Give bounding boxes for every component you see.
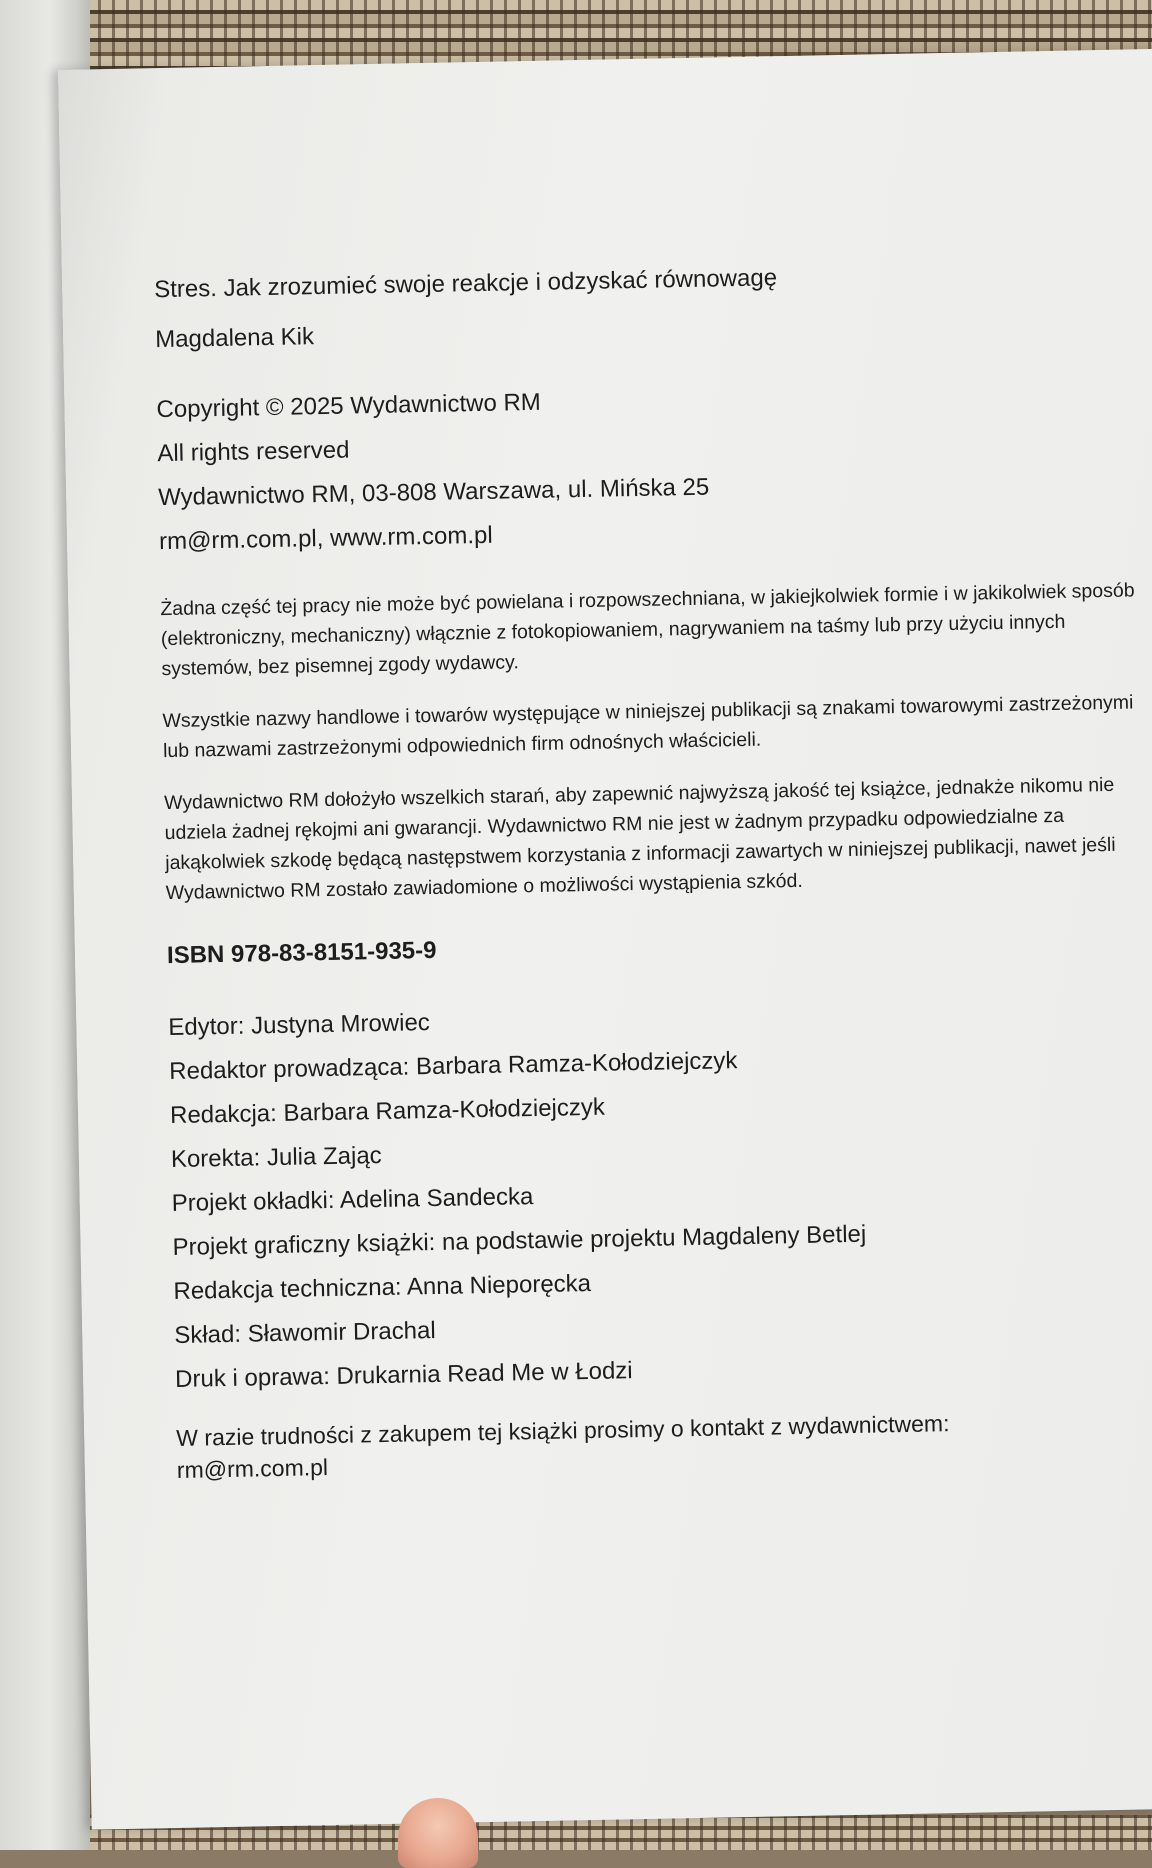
book-page (58, 49, 1152, 1830)
publisher-address: Wydawnictwo RM, 03-808 Warszawa, ul. Mińska 25 (157, 473, 710, 512)
credit-line: Redaktor prowadząca: Barbara Ramza-Kołodziejczyk (168, 1047, 738, 1086)
credit-line: Projekt graficzny książki: na podstawie projektu Magdaleny Betlej (172, 1220, 867, 1262)
credit-line: Redakcja: Barbara Ramza-Kołodziejczyk (169, 1093, 606, 1130)
purchase-contact-text: W razie trudności z zakupem tej książki prosimy o kontakt z wydawnictwem: (176, 1410, 950, 1451)
legal-paragraph-reproduction: Żadna część tej pracy nie może być powielana i rozpowszechniana, w jakiejkolwiek formie i w jakikolwiek sposób (elektroniczny, mechaniczny) włącznie z fotokopiowaniem, nagrywaniem na taśmy lub przy użyciu innych systemów, bez pisemnej zgody wydawcy. (160, 579, 1135, 681)
credit-line: Redakcja techniczna: Anna Nieporęcka (173, 1269, 592, 1306)
publisher-contacts: rm@rm.com.pl, www.rm.com.pl (158, 521, 493, 556)
credit-line: Druk i oprawa: Drukarnia Read Me w Łodzi (174, 1357, 633, 1393)
thumb (398, 1798, 478, 1868)
copyright-page-content (154, 259, 1152, 1486)
rights-line: All rights reserved (157, 436, 350, 468)
purchase-contact (176, 1403, 1152, 1486)
copyright-line: Copyright © 2025 Wydawnictwo RM (156, 388, 542, 424)
isbn: ISBN 978-83-8151-935-9 (166, 936, 437, 970)
book-author: Magdalena Kik (154, 323, 315, 354)
legal-paragraph-liability: Wydawnictwo RM dołożyło wszelkich starań, aby zapewnić najwyższą jakość tej książce, jednakże nikomu nie udziela żadnej rękojmi ani gwarancji. Wydawnictwo RM nie jest w żadnym przypadku odpowiedzialne za jakąkolwiek szkodę będącą następstwem korzystania z informacji zawartych w niniejszej publikacji, nawet jeśli Wydawnictwo RM zostało zawiadomione o możliwości wystąpienia szkód. (163, 773, 1116, 905)
credit-line: Edytor: Justyna Mrowiec (168, 1009, 431, 1042)
credit-line: Skład: Sławomir Drachal (174, 1316, 436, 1349)
purchase-contact-email: rm@rm.com.pl (176, 1454, 329, 1483)
credit-line: Projekt okładki: Adelina Sandecka (171, 1183, 534, 1218)
credit-line: Korekta: Julia Zając (170, 1141, 382, 1174)
credits-list (168, 997, 1152, 1392)
legal-paragraph-trademarks: Wszystkie nazwy handlowe i towarów występujące w niniejszej publikacji są znakami towarowymi zastrzeżonymi lub nazwami zastrzeżonymi odpowiednich firm odnośnych właścicieli. (162, 691, 1134, 763)
book-title: Stres. Jak zrozumieć swoje reakcje i odzyskać równowagę (153, 264, 778, 304)
